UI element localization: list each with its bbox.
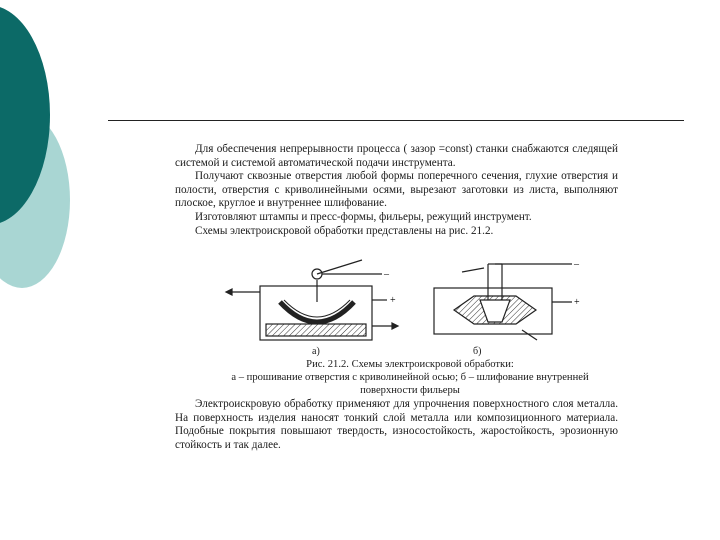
scheme-b-diagram bbox=[434, 264, 572, 340]
slide-decoration bbox=[0, 0, 110, 540]
minus-a: – bbox=[384, 269, 389, 280]
minus-b: – bbox=[574, 259, 579, 270]
figure-schemes bbox=[222, 250, 600, 362]
paragraph-1: Для обеспечения непрерывности процесса ( зазор =const) станки снабжаются следящей системой и системой автоматической подачи инструмента. bbox=[175, 143, 618, 169]
label-b: б) bbox=[473, 346, 482, 357]
plus-b: + bbox=[574, 297, 580, 308]
plus-a: + bbox=[390, 295, 396, 306]
paragraph-5: Электроискровую обработку применяют для упрочнения поверхностного слоя металла. На поверхность изделия наносят тонкий слой металла или композиционного материала. Подобные покрытия повышают твердость, износостойкость, жаростойкость, эрозионную стойкость и так далее. bbox=[175, 398, 618, 451]
figure-caption-line1: а – прошивание отверстия с криволинейной осью; б – шлифование внутренней bbox=[231, 372, 589, 383]
curved-electrode bbox=[280, 302, 354, 322]
paragraph-2: Получают сквозные отверстия любой формы поперечного сечения, глухие отверстия и полости, отверстия с криволинейными осями, вырезают заготовки из листа, выполняют плоское, круглое и внутреннее шлифование. bbox=[175, 170, 618, 210]
bottom-text-block bbox=[175, 398, 618, 452]
scheme-a-diagram bbox=[226, 260, 398, 340]
header-rule bbox=[108, 120, 684, 121]
top-text-block bbox=[175, 143, 618, 238]
workpiece-a bbox=[266, 324, 366, 336]
figure-caption-title: Рис. 21.2. Схемы электроискровой обработки: bbox=[306, 359, 514, 370]
paragraph-4: Схемы электроискровой обработки представлены на рис. 21.2. bbox=[195, 224, 494, 237]
paragraph-3: Изготовляют штампы и пресс-формы, фильеры, режущий инструмент. bbox=[195, 210, 532, 223]
figure-caption-line2: поверхности фильеры bbox=[360, 385, 460, 396]
label-a: а) bbox=[312, 346, 320, 357]
